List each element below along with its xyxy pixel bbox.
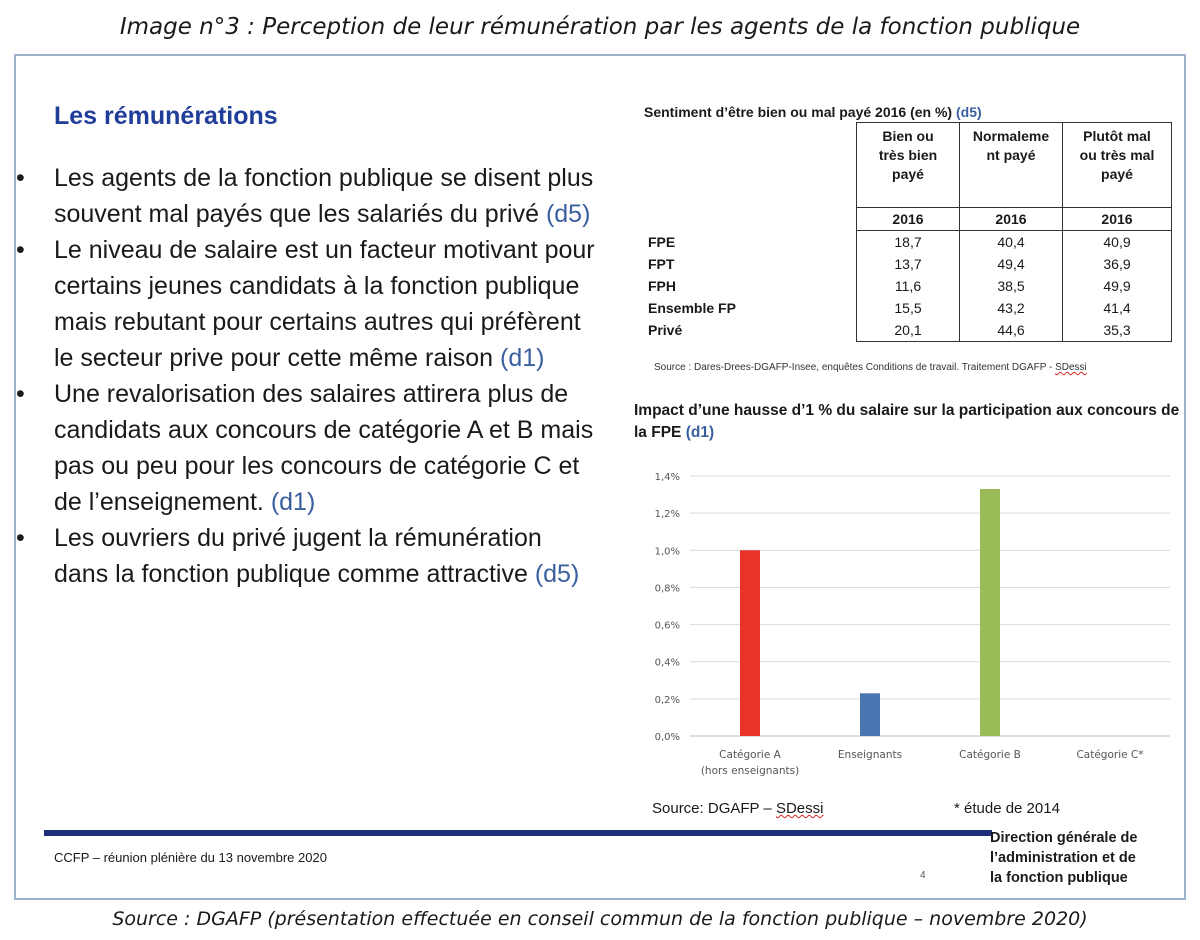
cell-value: 20,1 bbox=[857, 319, 960, 342]
bullet-ref: (d5) bbox=[534, 560, 580, 588]
bullet-dot: • bbox=[16, 236, 25, 264]
table-source bbox=[654, 362, 1087, 373]
row-label: Privé bbox=[648, 322, 683, 339]
cell-value: 49,4 bbox=[960, 253, 1063, 275]
table-title bbox=[644, 104, 982, 120]
table-row bbox=[640, 319, 1172, 342]
chart-note: * étude de 2014 bbox=[954, 800, 1060, 817]
table-year-row bbox=[640, 208, 1172, 231]
x-tick-label: Catégorie A bbox=[719, 749, 781, 761]
year-cell: 2016 bbox=[1063, 208, 1172, 231]
salary-impact-chart bbox=[630, 456, 1180, 796]
bullet-text: Les agents de la fonction publique se disent plus souvent mal payés que les salariés du privé bbox=[54, 164, 594, 228]
bullet-list bbox=[16, 160, 596, 592]
table-year-blank bbox=[640, 208, 857, 231]
chart-title-ref: (d1) bbox=[685, 424, 715, 441]
y-tick-label: 0,2% bbox=[654, 694, 680, 706]
bullet-dot: • bbox=[16, 380, 25, 408]
cell-value: 49,9 bbox=[1063, 275, 1172, 297]
bar bbox=[980, 489, 1000, 736]
bar bbox=[740, 550, 760, 736]
table-corner bbox=[640, 123, 857, 208]
org-name bbox=[990, 828, 1137, 888]
bullet-dot: • bbox=[16, 524, 25, 552]
footer-rule bbox=[44, 830, 992, 836]
y-tick-label: 0,4% bbox=[654, 657, 680, 669]
x-tick-label: Enseignants bbox=[837, 749, 903, 761]
bullet-text: Les ouvriers du privé jugent la rémunération dans la fonction publique comme attractive bbox=[54, 524, 542, 588]
table-row bbox=[640, 297, 1172, 319]
x-tick-label: Catégorie B bbox=[959, 749, 1021, 761]
header-bien-paye: Bien ou très bien payé bbox=[857, 123, 960, 208]
org-line: la fonction publique bbox=[990, 870, 1128, 886]
slide-title: Les rémunérations bbox=[54, 102, 278, 130]
table-title-ref: (d5) bbox=[955, 104, 982, 120]
cell-value: 41,4 bbox=[1063, 297, 1172, 319]
x-tick-label: (hors enseignants) bbox=[700, 765, 800, 777]
bullet-ref: (d1) bbox=[270, 488, 316, 516]
table-source-brand: SDessi bbox=[1055, 362, 1087, 373]
pay-perception-table bbox=[640, 122, 1172, 342]
cell-value: 38,5 bbox=[960, 275, 1063, 297]
cell-value: 13,7 bbox=[857, 253, 960, 275]
row-label: FPE bbox=[648, 233, 676, 250]
chart-source-text: Source: DGAFP – bbox=[652, 800, 776, 817]
table-row bbox=[640, 253, 1172, 275]
cell-value: 18,7 bbox=[857, 231, 960, 254]
y-tick-label: 1,2% bbox=[654, 509, 680, 521]
chart-source bbox=[652, 800, 823, 817]
bullet-ref: (d1) bbox=[500, 344, 545, 372]
table-row bbox=[640, 275, 1172, 297]
page-number: 4 bbox=[920, 870, 926, 881]
y-tick-label: 1,4% bbox=[654, 472, 680, 483]
bullet-item bbox=[16, 520, 596, 592]
org-line: Direction générale de bbox=[990, 830, 1138, 846]
table-title-text: Sentiment d’être bien ou mal payé 2016 (en %) bbox=[644, 104, 956, 120]
slide-footer: CCFP – réunion plénière du 13 novembre 2020 bbox=[54, 850, 327, 865]
cell-value: 43,2 bbox=[960, 297, 1063, 319]
y-tick-label: 0,0% bbox=[654, 732, 680, 743]
cell-value: 35,3 bbox=[1063, 319, 1172, 342]
cell-value: 11,6 bbox=[857, 275, 960, 297]
bullet-item bbox=[16, 160, 596, 232]
caption-top: Image n°3 : Perception de leur rémunération par les agents de la fonction publique bbox=[119, 14, 1081, 40]
bullet-dot: • bbox=[16, 164, 25, 192]
chart-source-brand: SDessi bbox=[775, 800, 824, 817]
row-label: FPH bbox=[648, 278, 676, 294]
bullet-item bbox=[16, 232, 596, 376]
y-tick-label: 1,0% bbox=[654, 546, 680, 558]
cell-value: 44,6 bbox=[960, 319, 1063, 342]
header-normalement-paye: Normaleme nt payé bbox=[960, 123, 1063, 208]
year-cell: 2016 bbox=[960, 208, 1063, 231]
y-tick-label: 0,6% bbox=[654, 620, 680, 632]
org-line: l’administration et de bbox=[990, 850, 1136, 866]
cell-value: 15,5 bbox=[857, 297, 960, 319]
y-tick-label: 0,8% bbox=[654, 583, 680, 595]
bullet-ref: (d5) bbox=[545, 200, 591, 228]
caption-bottom: Source : DGAFP (présentation effectuée en conseil commun de la fonction publique – novembre 2020) bbox=[112, 908, 1088, 930]
row-label: Ensemble FP bbox=[648, 300, 736, 316]
year-cell: 2016 bbox=[857, 208, 960, 231]
cell-value: 36,9 bbox=[1063, 253, 1172, 275]
table-source-text: Source : Dares-Drees-DGAFP-Insee, enquêtes Conditions de travail. Traitement DGAFP - bbox=[654, 362, 1056, 373]
bar bbox=[860, 693, 880, 736]
chart-title-text: Impact d’une hausse d’1 % du salaire sur la participation aux concours de la FPE bbox=[634, 402, 1180, 441]
table-row bbox=[640, 231, 1172, 254]
row-label: FPT bbox=[648, 256, 675, 272]
chart-title bbox=[634, 400, 1184, 444]
cell-value: 40,9 bbox=[1063, 231, 1172, 254]
table-header-row bbox=[640, 123, 1172, 208]
slide bbox=[14, 54, 1186, 900]
header-mal-paye: Plutôt mal ou très mal payé bbox=[1063, 123, 1172, 208]
cell-value: 40,4 bbox=[960, 231, 1063, 254]
bullet-item bbox=[16, 376, 596, 520]
bullet-text: Le niveau de salaire est un facteur motivant pour certains jeunes candidats à la fonction publique mais rebutant pour certains autres qui préfèrent le secteur prive pour cette même raison bbox=[54, 236, 595, 372]
bullet-text: Une revalorisation des salaires attirera plus de candidats aux concours de catégorie A et B mais pas ou peu pour les concours de catégorie C et de l’enseignement. bbox=[54, 380, 594, 516]
x-tick-label: Catégorie C* bbox=[1076, 749, 1144, 761]
